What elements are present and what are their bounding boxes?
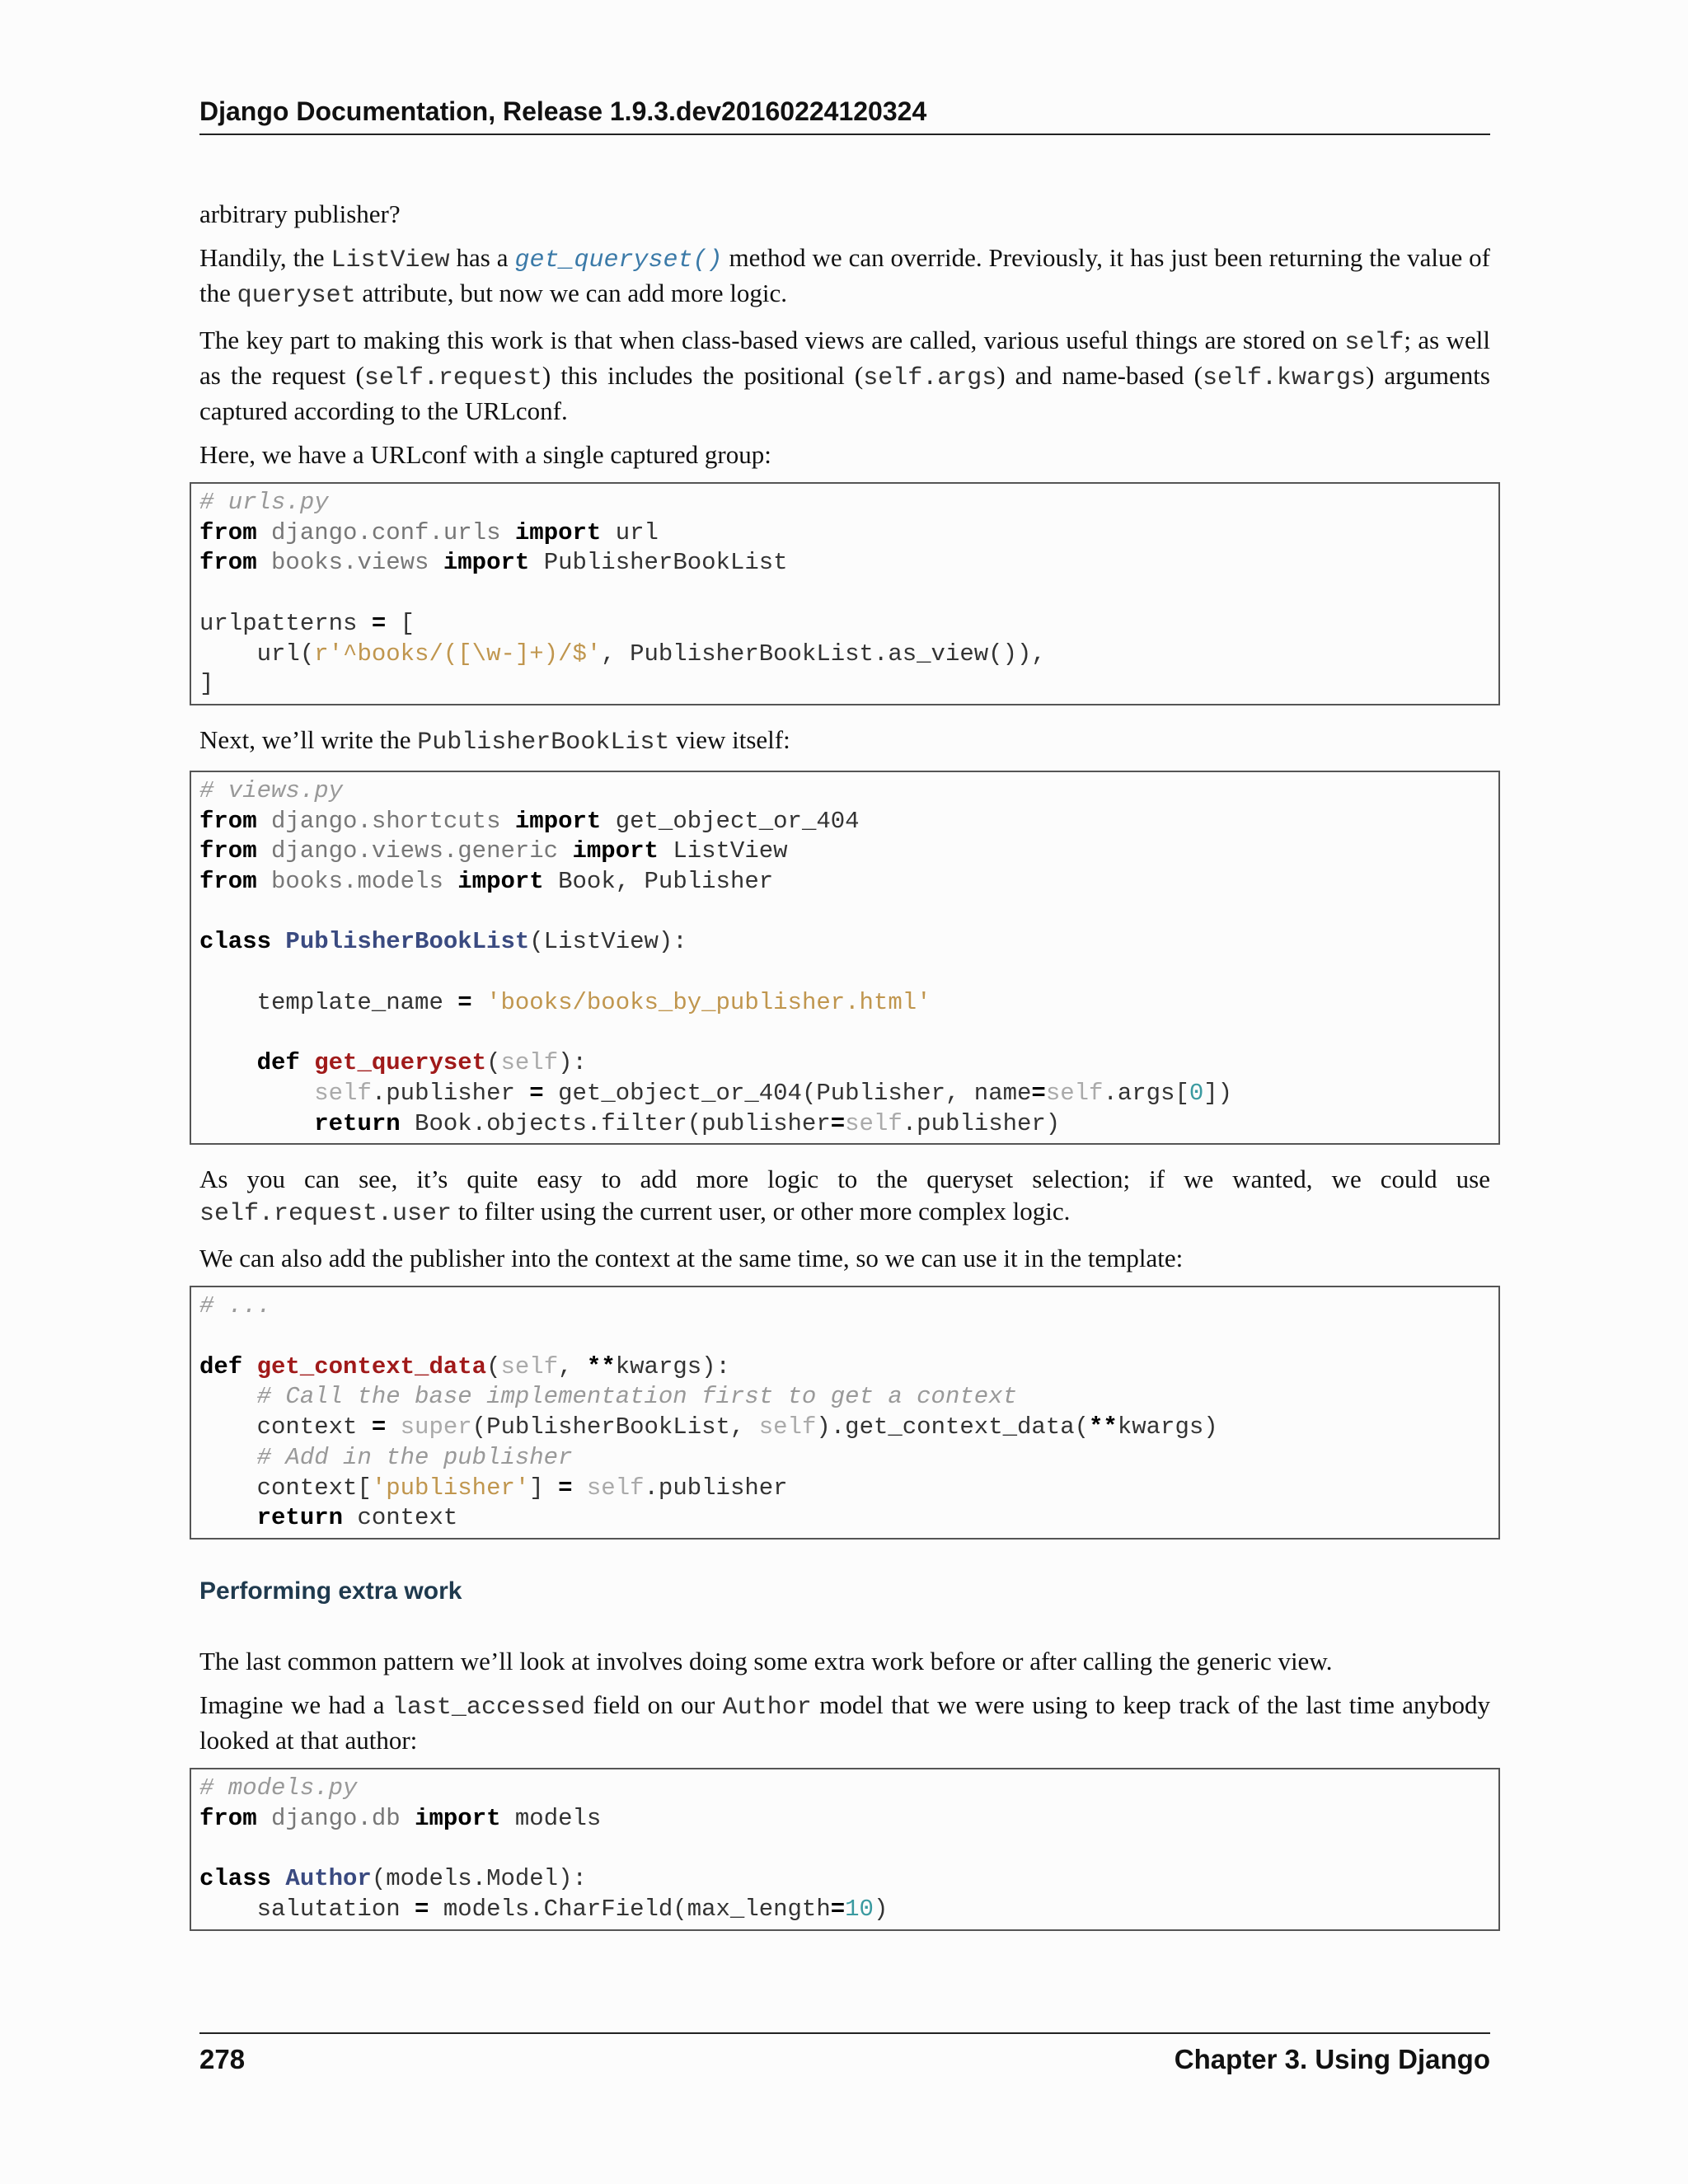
inline-code: self.request xyxy=(363,364,542,392)
inline-code: queryset xyxy=(237,282,356,310)
paragraph: arbitrary publisher? xyxy=(199,199,401,228)
paragraph: We can also add the publisher into the context at the same time, so we can use it in the template: xyxy=(199,1244,1184,1273)
inline-code: self.kwargs xyxy=(1202,364,1366,392)
paragraph: As you can see, it’s quite easy to add more logic to the queryset selection; if we wanted, we could use self.request.user to filter using the current user, or other more complex logic. xyxy=(199,1165,1490,1229)
inline-code: PublisherBookList xyxy=(417,728,670,757)
page-number: 278 xyxy=(199,2044,246,2074)
api-link[interactable]: get_queryset() xyxy=(514,246,723,274)
code-block-models: # models.py from django.db import models class Author(models.Model): salutation = models.CharField(max_length=10) xyxy=(190,1768,1500,1931)
inline-code: self.args xyxy=(863,364,997,392)
paragraph: Next, we’ll write the PublisherBookList view itself: xyxy=(199,724,790,757)
inline-code: self.request.user xyxy=(199,1200,452,1229)
code-block-views: # views.py from django.shortcuts import get_object_or_404 from django.views.generic import ListView from books.models import Book, Publisher class PublisherBookList(ListView): template_name = 'books/books_by_publisher.html' def get_queryset(self): self.publisher = get_object_or_404(Publisher, name=self.args[0]) return Book.objects.filter(publisher=self.publisher) xyxy=(190,771,1500,1145)
paragraph: Here, we have a URLconf with a single captured group: xyxy=(199,440,771,469)
code-block-urls: # urls.py from django.conf.urls import url from books.views import PublisherBookList urlpatterns = [ url(r'^books/([\w-]+)/$', PublisherBookList.as_view()), ] xyxy=(190,482,1500,705)
code-block-context: # ... def get_context_data(self, **kwargs): # Call the base implementation first to get a context context = super(PublisherBookList, self).get_context_data(**kwargs) # Add in the publisher context['publisher'] = self.publisher return context xyxy=(190,1286,1500,1540)
paragraph: Imagine we had a last_accessed field on our Author model that we were using to keep track of the last time anybody looked at that author: xyxy=(199,1690,1491,1755)
inline-code: Author xyxy=(722,1693,812,1722)
inline-code: self xyxy=(1344,329,1404,357)
page-content xyxy=(199,198,1490,1949)
running-header: Django Documentation, Release 1.9.3.dev20160224120324 xyxy=(199,94,1490,135)
section-heading: Performing extra work xyxy=(199,1577,462,1605)
paragraph: Handily, the ListView has a get_queryset() method we can override. Previously, it has just been returning the value of the queryset attribute, but now we can add more logic. xyxy=(199,243,1490,310)
inline-code: last_accessed xyxy=(392,1693,585,1722)
inline-code: ListView xyxy=(331,246,450,274)
chapter-title: Chapter 3. Using Django xyxy=(1174,2044,1490,2074)
page-footer xyxy=(199,2032,1490,2075)
paragraph: The key part to making this work is that when class-based views are called, various useful things are stored on self; as well as the request (self.request) this includes the positional (self.args) and name-based (self.kwargs) arguments captured according to the URLconf. xyxy=(199,326,1490,425)
paragraph: The last common pattern we’ll look at involves doing some extra work before or after calling the generic view. xyxy=(199,1646,1333,1675)
